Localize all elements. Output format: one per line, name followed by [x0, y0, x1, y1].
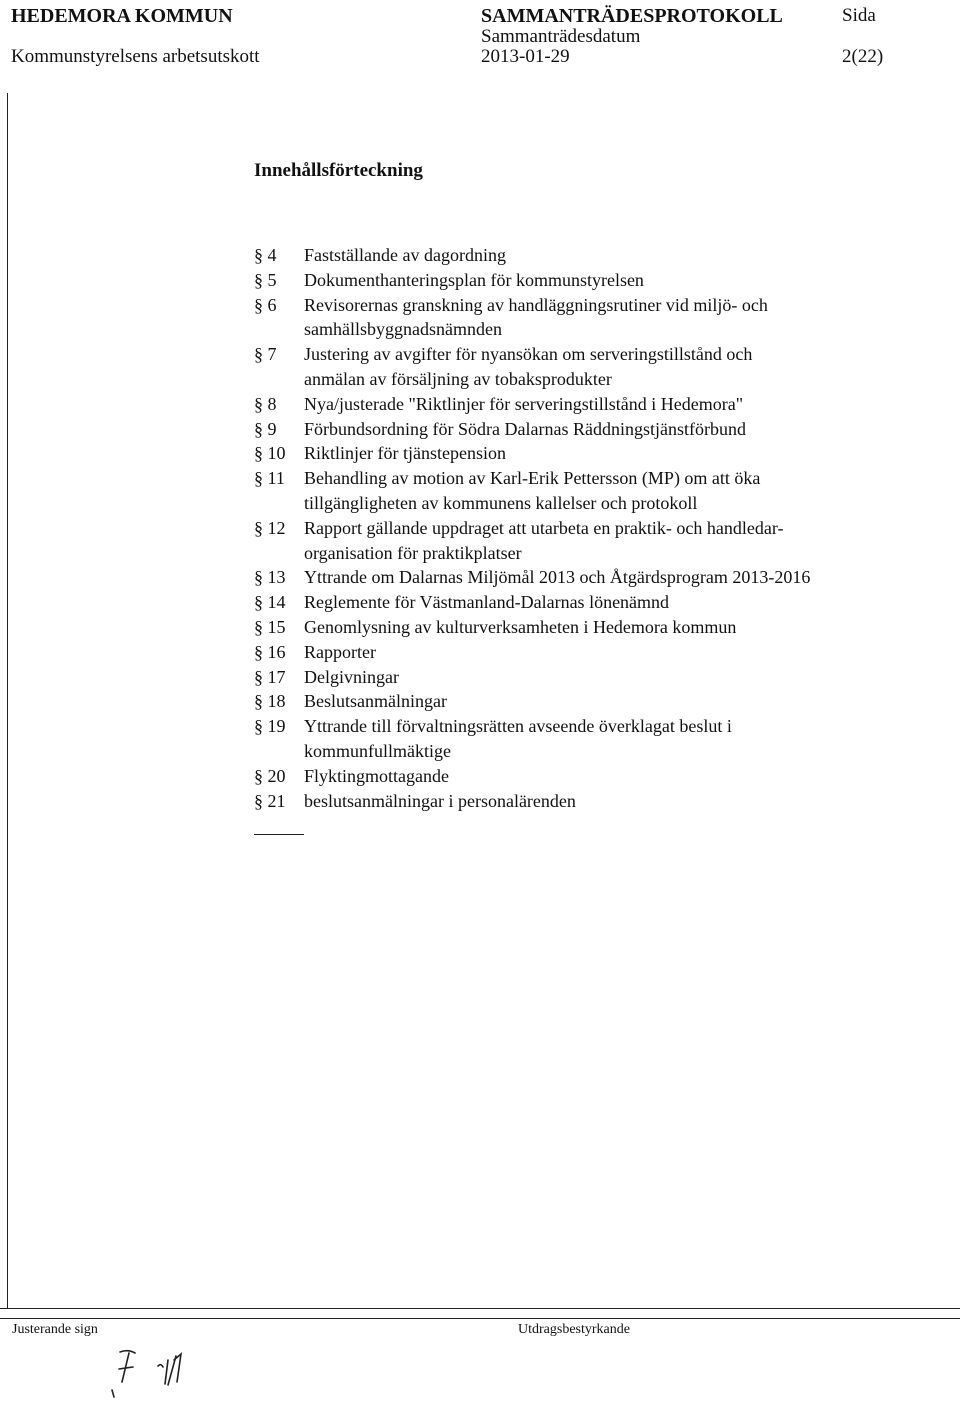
- toc-item-text: Fastställande av dagordning: [304, 245, 506, 265]
- toc-item-text: Förbundsordning för Södra Dalarnas Räddningstjänstförbund: [304, 418, 746, 439]
- toc-item-number: § 4: [254, 245, 277, 265]
- toc-item-number: § 16: [254, 641, 286, 662]
- toc-item-text: Behandling av motion av Karl-Erik Pettersson (MP) om att öka: [304, 468, 761, 489]
- toc-item-number: § 17: [254, 666, 286, 687]
- toc-item-number: § 14: [254, 592, 286, 613]
- department-name: Kommunstyrelsens arbetsutskott: [11, 46, 260, 67]
- toc-item-text: Flyktingmottagande: [304, 765, 449, 786]
- toc-item-number: § 10: [254, 443, 286, 464]
- toc-item-text: organisation för praktikplatser: [304, 542, 522, 563]
- organization-name: HEDEMORA KOMMUN: [11, 5, 233, 27]
- toc-item-text: Beslutsanmälningar: [304, 691, 447, 712]
- toc-item-number: § 6: [254, 294, 277, 315]
- toc-item-number: § 20: [254, 765, 286, 786]
- toc-item-text: samhällsbyggnadsnämnden: [304, 319, 502, 340]
- toc-item-text: Rapporter: [304, 641, 376, 662]
- toc-item-number: § 18: [254, 691, 286, 712]
- page-number: 2(22): [842, 46, 884, 67]
- document-type: SAMMANTRÄDESPROTOKOLL: [481, 5, 783, 27]
- toc-item-text: Rapport gällande uppdraget att utarbeta en praktik- och handledar-: [304, 517, 784, 538]
- toc-item-number: § 8: [254, 393, 277, 414]
- toc-item-text: Genomlysning av kulturverksamheten i Hedemora kommun: [304, 617, 737, 637]
- toc-item-text: Dokumenthanteringsplan för kommunstyrelsen: [304, 269, 644, 290]
- toc-item-number: § 7: [254, 344, 277, 365]
- meeting-date-label: Sammanträdesdatum: [481, 26, 641, 47]
- toc-item-number: § 12: [254, 517, 286, 538]
- toc-item-number: § 15: [254, 617, 286, 637]
- toc-item-text: anmälan av försäljning av tobaksprodukter: [304, 369, 612, 389]
- meeting-date: 2013-01-29: [481, 46, 570, 67]
- toc-item-text: Revisorernas granskning av handläggningsrutiner vid miljö- och: [304, 294, 768, 315]
- toc-item-text: Justering av avgifter för nyansökan om serveringstillstånd och: [304, 344, 753, 365]
- extract-label: Utdragsbestyrkande: [518, 1322, 630, 1337]
- toc-item-text: tillgängligheten av kommunens kallelser och protokoll: [304, 493, 698, 513]
- toc-item-text: Reglemente för Västmanland-Dalarnas lönenämnd: [304, 592, 670, 613]
- toc-item-text: Riktlinjer för tjänstepension: [304, 443, 506, 464]
- toc-item-text: kommunfullmäktige: [304, 741, 451, 761]
- toc-item-text: Yttrande till förvaltningsrätten avseende överklagat beslut i: [304, 716, 732, 737]
- toc-item-text: Yttrande om Dalarnas Miljömål 2013 och Åtgärdsprogram 2013-2016: [304, 567, 811, 588]
- sign-label: Justerande sign: [12, 1322, 98, 1337]
- toc-item-number: § 13: [254, 567, 286, 588]
- toc-item-number: § 5: [254, 269, 277, 290]
- toc-item-number: § 19: [254, 716, 286, 737]
- toc-item-text: Nya/justerade "Riktlinjer för serveringstillstånd i Hedemora": [304, 393, 744, 414]
- toc-item-number: § 9: [254, 418, 277, 439]
- toc-title: Innehållsförteckning: [254, 160, 423, 181]
- page-label: Sida: [842, 5, 876, 26]
- toc-item-text: Delgivningar: [304, 666, 399, 687]
- toc-item-number: § 11: [254, 468, 285, 489]
- toc-item-number: § 21: [254, 790, 286, 811]
- toc-item-text: beslutsanmälningar i personalärenden: [304, 790, 576, 811]
